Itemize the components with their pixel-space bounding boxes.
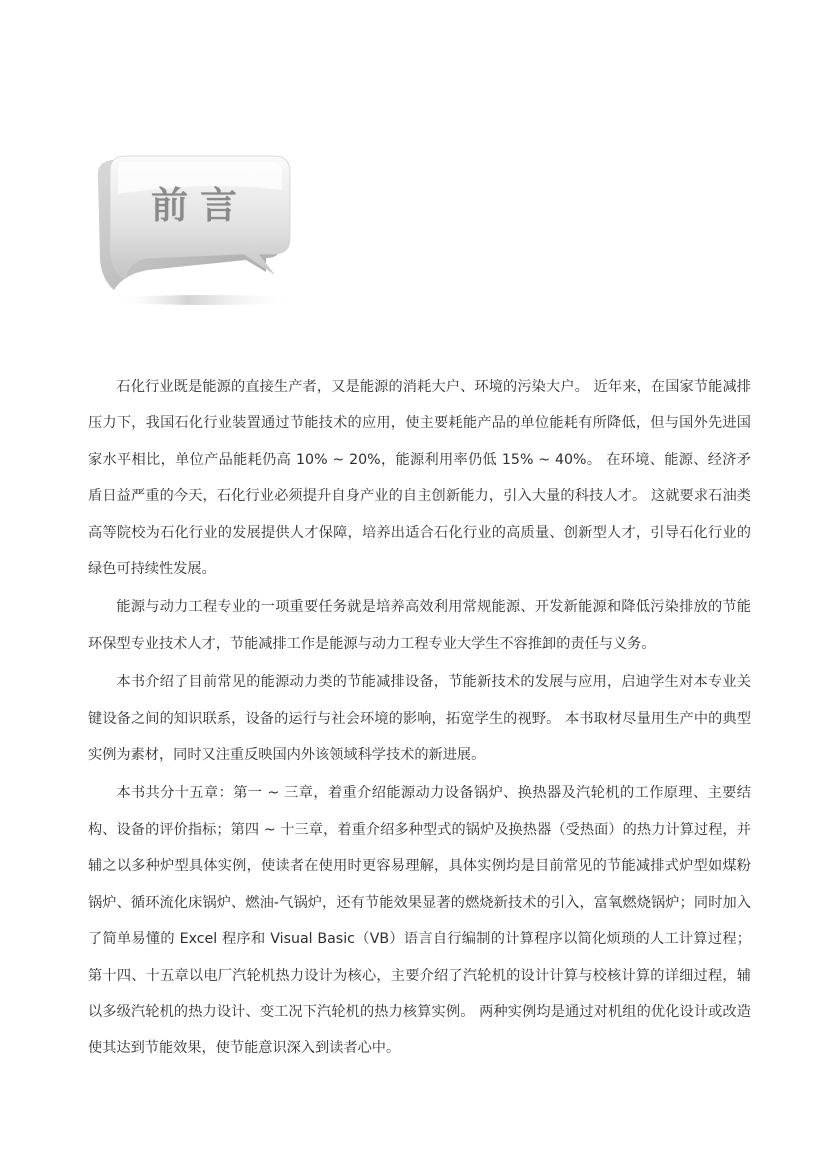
paragraph: 本书介绍了目前常见的能源动力类的节能减排设备，节能新技术的发展与应用，启迪学生对本专业关键设备之间的知识联系，设备的运行与社会环境的影响，拓宽学生的视野。 本书取材尽量用生产中的典型实例为素材，同时又注重反映国内外该领域科学技术的新进展。 [88,674,751,764]
preface-speech-bubble [88,150,298,310]
page-title: 前言 [151,184,249,227]
preface-body [88,369,751,1069]
speech-bubble-icon [88,150,298,310]
paragraph: 石化行业既是能源的直接生产者，又是能源的消耗大户、环境的污染大户。 近年来，在国家节能减排压力下，我国石化行业装置通过节能技术的应用，使主要耗能产品的单位能耗有所降低，但与国外先进国家水平相比，单位产品能耗仍高 10% ~ 20%，能源利用率仍低 15% ~ 40%。 在环境、能源、经济矛盾日益严重的今天，石化行业必须提升自身产业的自主创新能力，引入大量的科技人才。 这就要求石油类高等院校为石化行业的发展提供人才保障，培养出适合石化行业的高质量、创新型人才，引导石化行业的绿色可持续性发展。 [88,379,751,578]
paragraph: 本书共分十五章：第一 ~ 三章，着重介绍能源动力设备锅炉、换热器及汽轮机的工作原理、主要结构、设备的评价指标；第四 ~ 十三章，着重介绍多种型式的锅炉及换热器（受热面）的热力计算过程，并辅之以多种炉型具体实例，使读者在使用时更容易理解，具体实例均是目前常见的节能减排式炉型如煤粉锅炉、循环流化床锅炉、燃油-气锅炉，还有节能效果显著的燃烧新技术的引入，富氧燃烧锅炉；同时加入了简单易懂的 Excel 程序和 Visual Basic（VB）语言自行编制的计算程序以简化烦琐的人工计算过程；第十四、十五章以电厂汽轮机热力设计为核心，主要介绍了汽轮机的设计计算与校核计算的详细过程，辅以多级汽轮机的热力设计、变工况下汽轮机的热力核算实例。 两种实例均是通过对机组的优化设计或改造使其达到节能效果，使节能意识深入到读者心中。 [88,785,751,1057]
paragraph: 能源与动力工程专业的一项重要任务就是培养高效利用常规能源、开发新能源和降低污染排放的节能环保型专业技术人才，节能减排工作是能源与动力工程专业大学生不容推卸的责任与义务。 [88,599,751,652]
